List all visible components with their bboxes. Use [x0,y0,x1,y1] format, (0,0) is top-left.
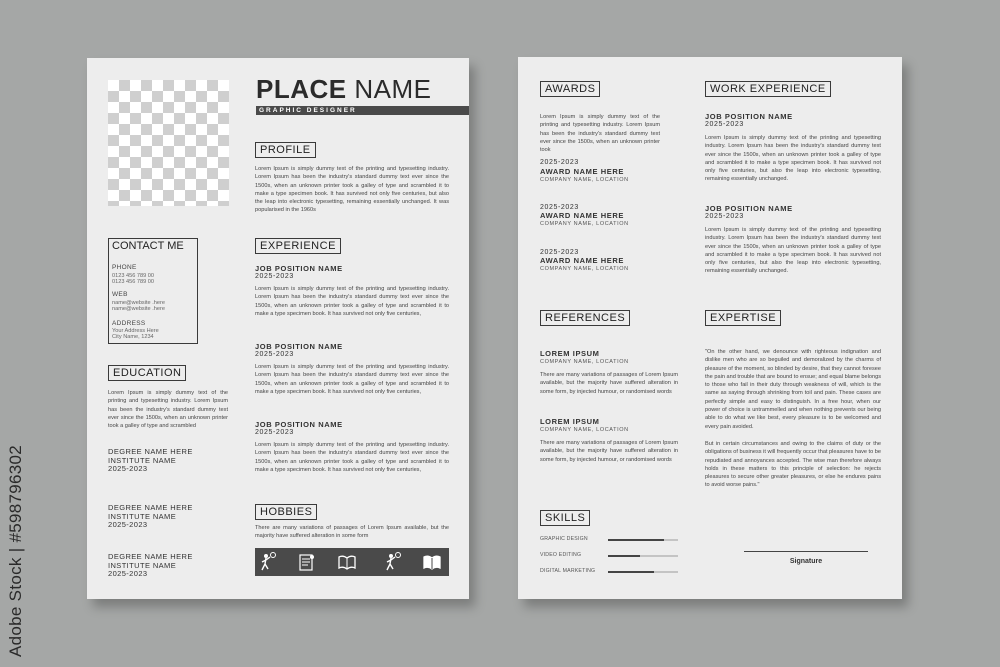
degree-3-years: 2025-2023 [108,569,148,578]
degree-2-years: 2025-2023 [108,520,148,529]
skill-label: GRAPHIC DESIGN [540,536,588,542]
degree-1-name: DEGREE NAME HERE [108,447,193,456]
work-1-text: Lorem Ipsum is simply dummy text of the printing and typesetting industry. Lorem Ipsum has been the industry's standard dummy text ever since the 1500s, when an unknown printer took a galley of type and scrambled it to make a type specimen book. It has survived not only five centuries, but also the leap into electronic typesetting, remaining essentially unchanged. [705,135,881,183]
phone-1: 0123 456 789 00 [112,273,154,279]
award-2-company: COMPANY NAME, LOCATION [540,221,629,227]
skill-label: DIGITAL MARKETING [540,568,596,574]
hobbies-icon-bar [255,548,449,576]
reading-icon [297,552,317,572]
award-1-company: COMPANY NAME, LOCATION [540,177,629,183]
award-1-name: AWARD NAME HERE [540,167,625,176]
degree-3-name: DEGREE NAME HERE [108,552,193,561]
web-2[interactable]: name@website .here [112,306,165,312]
degree-1-years: 2025-2023 [108,464,148,473]
awards-text: Lorem Ipsum is simply dummy text of the printing and typesetting industry. Lorem Ipsum has been the industry's standard dummy text ever since the 1500s, when an unknown printer took [540,114,660,154]
name-first: PLACE [256,74,347,104]
degree-2-name: DEGREE NAME HERE [108,503,193,512]
skill-label: VIDEO EDITING [540,552,582,558]
award-2-years: 2025-2023 [540,204,579,211]
book-icon [337,552,357,572]
skill-level-fill [608,539,664,541]
work-2-years: 2025-2023 [705,213,744,220]
job-3-text: Lorem Ipsum is simply dummy text of the printing and typesetting industry. Lorem Ipsum has been the industry's standard dummy text ever since the 1500s, when an unknown printer took a galley of type and scrambled it to make a type specimen book. It has survived not only five centuries, [255,442,449,473]
award-3-years: 2025-2023 [540,249,579,256]
resume-page-1 [87,58,469,599]
work-2-text: Lorem Ipsum is simply dummy text of the printing and typesetting industry. Lorem Ipsum has been the industry's standard dummy text ever since the 1500s, when an unknown printer took a galley of type and scrambled it to make a type specimen book. It has survived not only five centuries, but also the leap into electronic typesetting, remaining essentially unchanged. [705,227,881,275]
badminton-icon [258,552,278,572]
address-1: Your Address Here [112,328,159,334]
education-heading: EDUCATION [108,365,186,381]
work-experience-heading: WORK EXPERIENCE [705,81,831,97]
job-3-years: 2025-2023 [255,429,294,436]
reference-2-name: LOREM IPSUM [540,417,600,426]
award-1-years: 2025-2023 [540,159,579,166]
signature-label: Signature [789,558,823,565]
skill-level-fill [608,555,640,557]
awards-heading: AWARDS [540,81,600,97]
work-1-years: 2025-2023 [705,121,744,128]
job-2-years: 2025-2023 [255,351,294,358]
profile-heading: PROFILE [255,142,316,158]
job-1-years: 2025-2023 [255,273,294,280]
profile-text: Lorem Ipsum is simply dummy text of the printing and typesetting industry. Lorem Ipsum has been the industry's standard dummy text ever since the 1500s, when an unknown printer took a galley of type and scrambled it to make a type specimen book. It has survived not only five centuries, but also the leap into electronic typesetting, remaining essentially unchanged. It was popularised in the 1960s [255,166,449,214]
award-3-name: AWARD NAME HERE [540,256,625,265]
photo-placeholder[interactable] [108,80,229,206]
badminton-icon [383,552,403,572]
hobbies-text: There are many variations of passages of Lorem Ipsum available, but the majority have suffered alteration in some form [255,525,449,540]
reference-1-name: LOREM IPSUM [540,349,600,358]
reference-1-text: There are many variations of passages of Lorem Ipsum available, but the majority have suffered alteration in some form, by injected humour, or randomised words [540,372,678,395]
job-3-title: JOB POSITION NAME [255,420,343,429]
expertise-paragraph-2: But in certain circumstances and owing to the claims of duty or the obligations of business it will frequently occur that pleasures have to be repudiated and annoyances accepted. The wise man therefore always holds in these matters to this principle of selection: he rejects pleasures to secure other greater pleasures, or else he endures pains to avoid worse pains." [705,441,881,489]
job-2-title: JOB POSITION NAME [255,342,343,351]
award-3-company: COMPANY NAME, LOCATION [540,266,629,272]
skills-heading: SKILLS [540,510,590,526]
contact-heading: CONTACT ME [112,240,184,252]
expertise-paragraph-1: "On the other hand, we denounce with righteous indignation and dislike men who are so beguiled and demoralized by the charms of pleasure of the moment, so blinded by desire, that they cannot foresee the pain and trouble that are bound to ensue; and equal blame belongs to those who fail in their duty through weakness of will, which is the same as saying through shrinking from toil and pain. These cases are perfectly simple and easy to distinguish. In a free hour, when our power of choice is untrammelled and when nothing prevents our being able to do what we like best, every pleasure is to be welcomed and every pain avoided. [705,349,881,430]
job-2-text: Lorem Ipsum is simply dummy text of the printing and typesetting industry. Lorem Ipsum has been the industry's standard dummy text ever since the 1500s, when an unknown printer took a galley of type and scrambled it to make a type specimen book. It has survived not only five centuries, [255,364,449,395]
degree-1-institute: INSTITUTE NAME [108,456,177,465]
job-1-text: Lorem Ipsum is simply dummy text of the printing and typesetting industry. Lorem Ipsum has been the industry's standard dummy text ever since the 1500s, when an unknown printer took a galley of type and scrambled it to make a type specimen book. It has survived not only five centuries, [255,286,449,317]
resume-page-2 [518,57,902,599]
signature-line [744,551,868,552]
skill-level-bar [608,539,678,541]
name-last: NAME [354,74,432,104]
hobbies-heading: HOBBIES [255,504,317,520]
degree-3-institute: INSTITUTE NAME [108,561,177,570]
reference-2-text: There are many variations of passages of Lorem Ipsum available, but the majority have suffered alteration in some form, by injected humour, or randomised words [540,440,678,463]
reference-2-company: COMPANY NAME, LOCATION [540,427,629,433]
skill-level-bar [608,571,678,573]
web-1[interactable]: name@website .here [112,300,165,306]
book-icon [422,552,442,572]
expertise-heading: EXPERTISE [705,310,781,326]
web-label: WEB [112,291,128,298]
phone-label: PHONE [112,264,137,271]
skill-level-bar [608,555,678,557]
job-title: GRAPHIC DESIGNER [259,107,357,114]
address-2: City Name, 1234 [112,334,154,340]
stock-watermark-label: Adobe Stock | #598796302 [6,444,25,657]
references-heading: REFERENCES [540,310,630,326]
phone-2: 0123 456 789 00 [112,279,154,285]
degree-2-institute: INSTITUTE NAME [108,512,177,521]
work-1-title: JOB POSITION NAME [705,112,793,121]
work-2-title: JOB POSITION NAME [705,204,793,213]
award-2-name: AWARD NAME HERE [540,211,625,220]
education-text: Lorem Ipsum is simply dummy text of the printing and typesetting industry. Lorem Ipsum has been the industry's standard dummy text ever since the 1500s, when an unknown printer took a galley of type and scrambled [108,390,228,430]
address-label: ADDRESS [112,320,146,327]
experience-heading: EXPERIENCE [255,238,341,254]
job-1-title: JOB POSITION NAME [255,264,343,273]
skill-level-fill [608,571,654,573]
reference-1-company: COMPANY NAME, LOCATION [540,359,629,365]
name-heading [256,75,431,103]
